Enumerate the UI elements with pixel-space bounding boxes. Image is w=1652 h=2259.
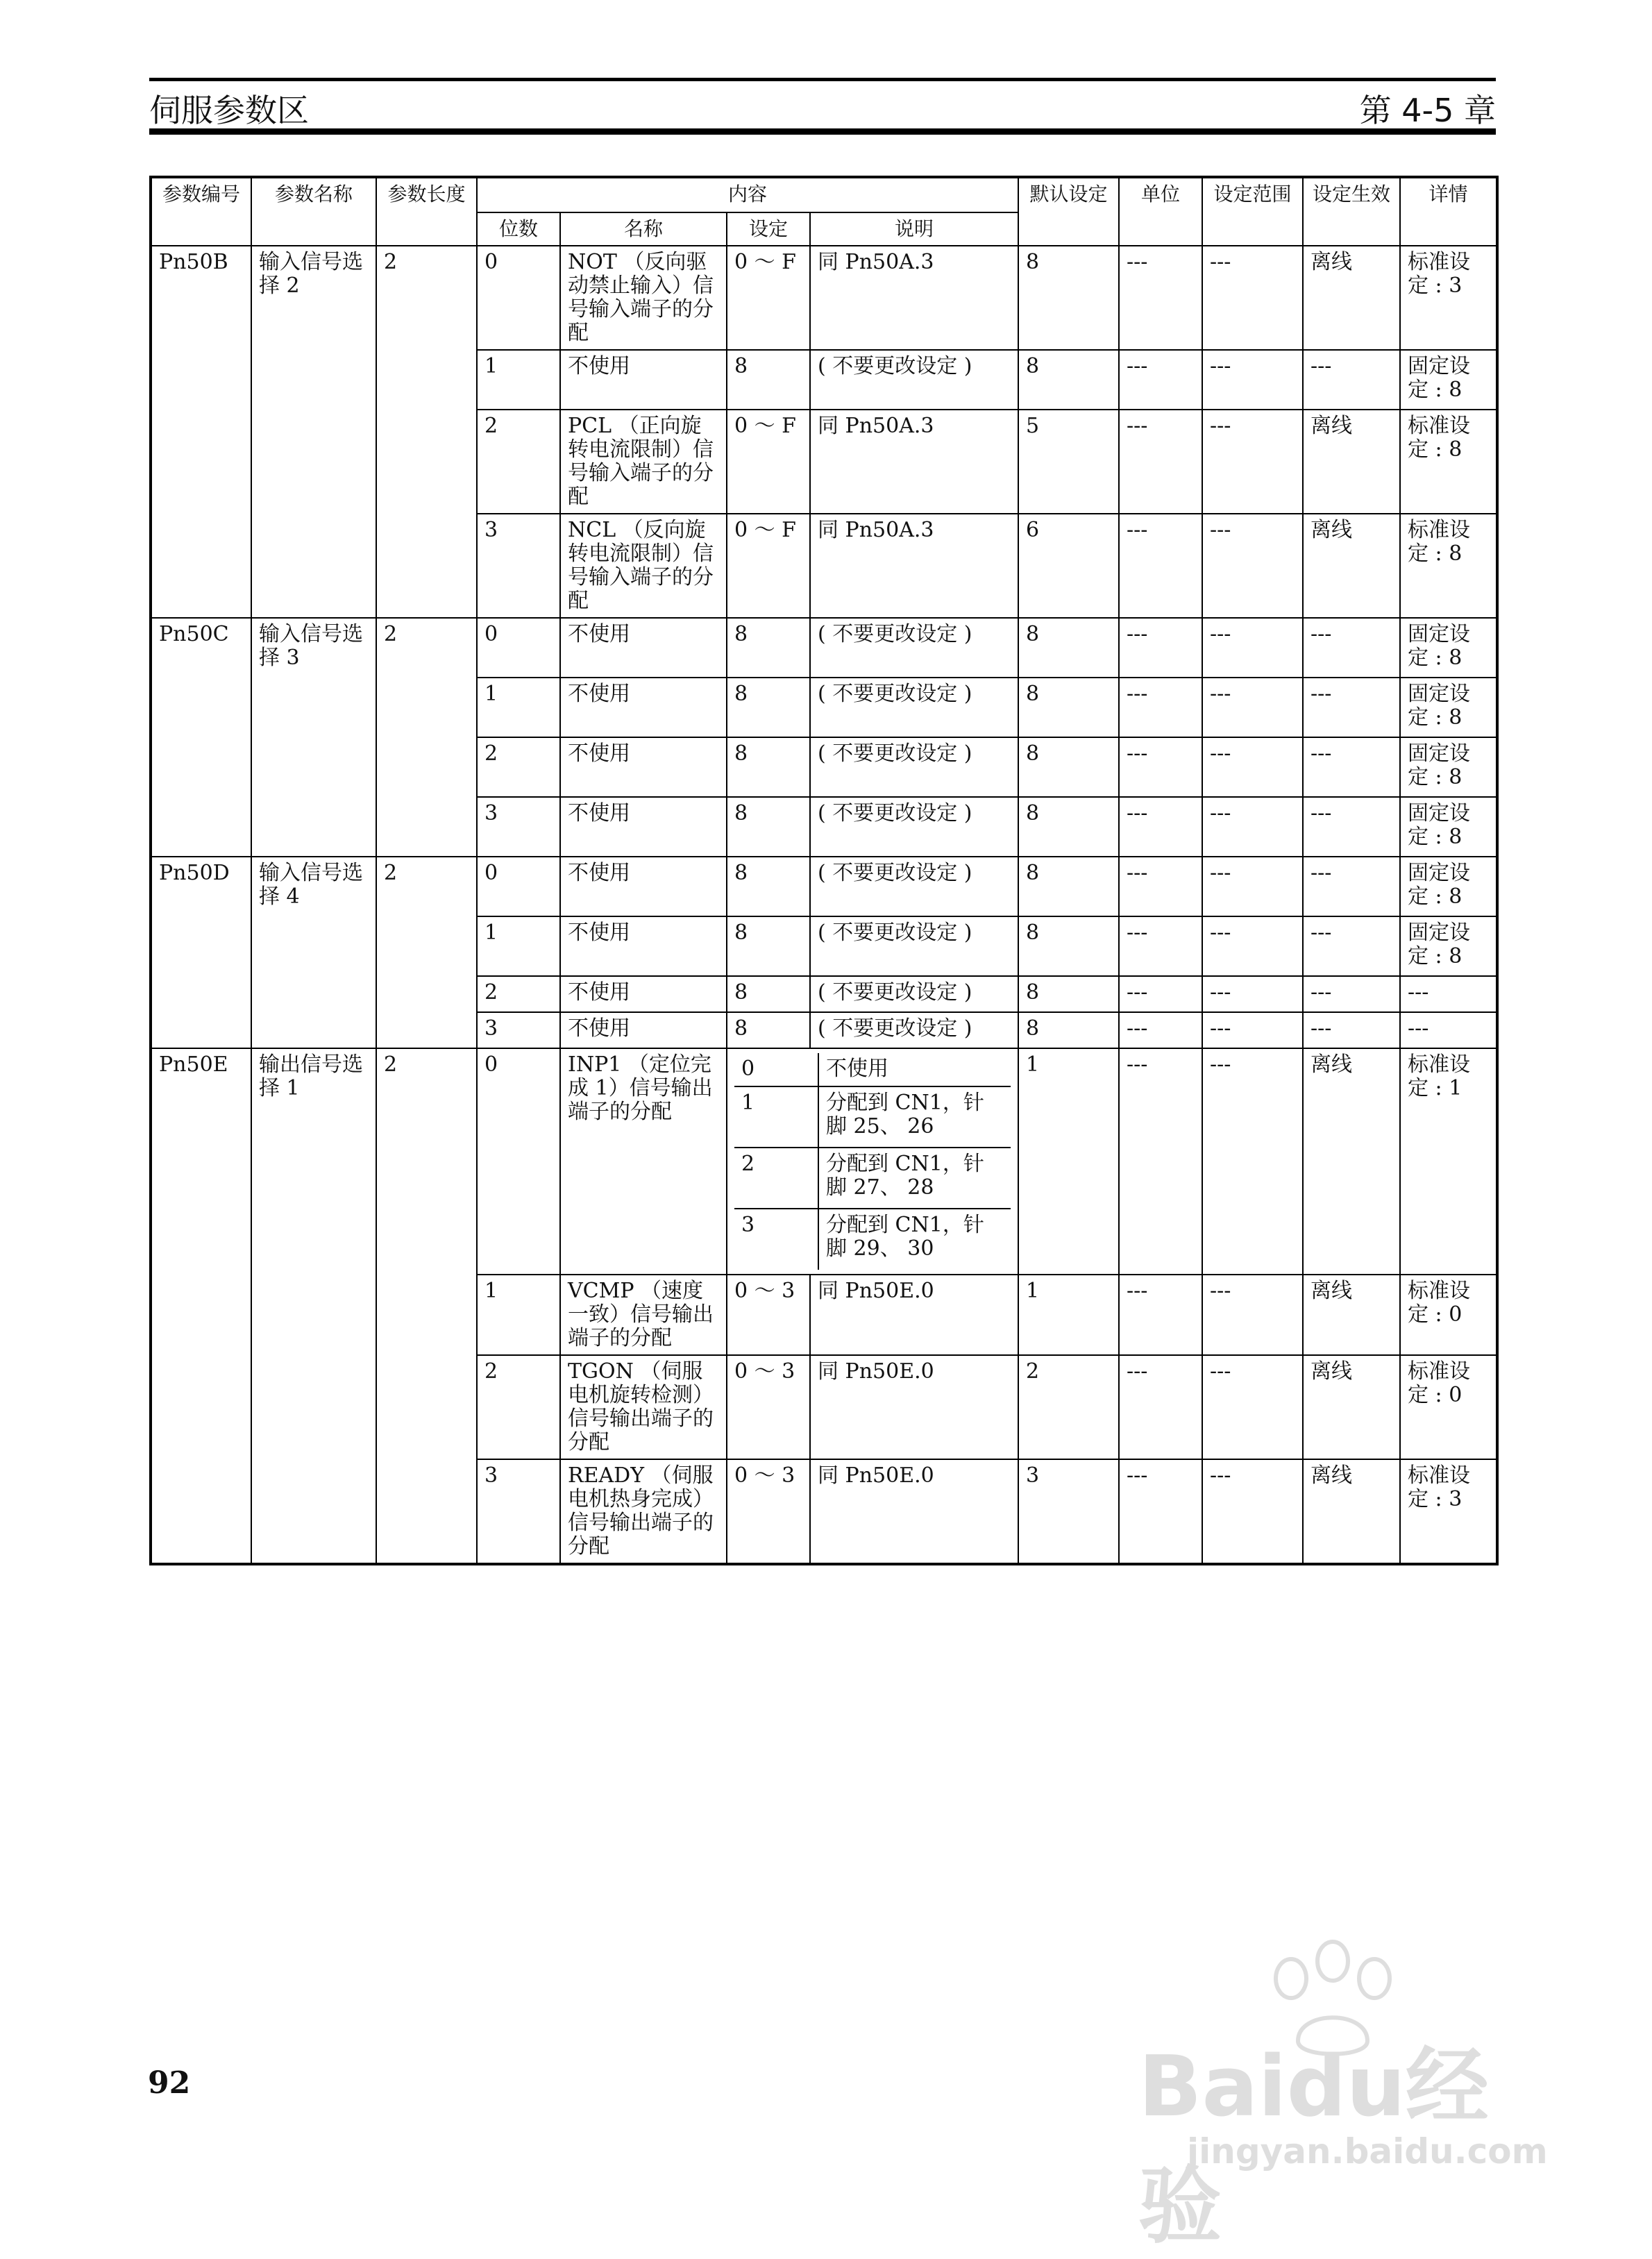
unit-cell: ---: [1119, 916, 1202, 976]
bit-cell: 1: [477, 350, 560, 410]
param-no: Pn50E: [151, 1048, 251, 1564]
option-value: 0: [734, 1053, 818, 1086]
bit-cell: 3: [477, 1012, 560, 1048]
name-cell: 不使用: [560, 797, 727, 857]
col-param-name: 参数名称: [251, 177, 376, 246]
default-cell: 8: [1018, 350, 1119, 410]
details-cell: 固定设定 : 8: [1400, 678, 1497, 737]
param-len: 2: [376, 857, 477, 1048]
default-cell: 5: [1018, 410, 1119, 514]
default-cell: 8: [1018, 678, 1119, 737]
name-cell: NCL （反向旋转电流限制）信号输入端子的分配: [560, 514, 727, 618]
desc-cell: 同 Pn50E.0: [810, 1275, 1018, 1355]
param-len: 2: [376, 618, 477, 857]
effect-cell: ---: [1303, 737, 1400, 797]
range-cell: ---: [1202, 797, 1303, 857]
range-cell: ---: [1202, 678, 1303, 737]
name-cell: 不使用: [560, 737, 727, 797]
bit-cell: 2: [477, 737, 560, 797]
unit-cell: ---: [1119, 1355, 1202, 1459]
option-desc: 分配到 CN1，针脚 27、 28: [818, 1148, 1011, 1209]
bit-cell: 2: [477, 410, 560, 514]
watermark-brand: Baidu经验: [1138, 2039, 1489, 2255]
range-cell: ---: [1202, 1048, 1303, 1275]
param-len: 2: [376, 1048, 477, 1564]
details-cell: 固定设定 : 8: [1400, 350, 1497, 410]
setting-cell: 0 ～ F: [727, 410, 810, 514]
option-desc: 分配到 CN1，针脚 29、 30: [826, 1213, 984, 1261]
unit-cell: ---: [1119, 1459, 1202, 1564]
option-row: [734, 1148, 1011, 1209]
unit-cell: ---: [1119, 857, 1202, 916]
details-cell: ---: [1400, 1012, 1497, 1048]
name-cell: 不使用: [560, 618, 727, 678]
table-row: [151, 246, 1497, 350]
col-unit: 单位: [1119, 177, 1202, 246]
col-bit: 位数: [477, 212, 560, 246]
effect-cell: 离线: [1303, 1048, 1400, 1275]
desc-cell: ( 不要更改设定 ): [810, 976, 1018, 1012]
setting-cell: 8: [727, 678, 810, 737]
unit-cell: ---: [1119, 1048, 1202, 1275]
desc-cell: ( 不要更改设定 ): [810, 857, 1018, 916]
bit-cell: 3: [477, 797, 560, 857]
effect-cell: ---: [1303, 916, 1400, 976]
effect-cell: 离线: [1303, 1459, 1400, 1564]
bit-cell: 1: [477, 916, 560, 976]
option-row: [734, 1086, 1011, 1148]
setting-cell: 8: [727, 1012, 810, 1048]
desc-cell: ( 不要更改设定 ): [810, 350, 1018, 410]
chapter-label: 第 4-5 章: [1359, 92, 1496, 129]
setting-cell: 8: [727, 350, 810, 410]
details-cell: ---: [1400, 976, 1497, 1012]
unit-cell: ---: [1119, 976, 1202, 1012]
setting-cell: 8: [727, 737, 810, 797]
param-no: Pn50C: [151, 618, 251, 857]
unit-cell: ---: [1119, 246, 1202, 350]
effect-cell: ---: [1303, 350, 1400, 410]
default-cell: 3: [1018, 1459, 1119, 1564]
name-cell: TGON （伺服电机旋转检测）信号输出端子的分配: [560, 1355, 727, 1459]
details-cell: 标准设定 : 1: [1400, 1048, 1497, 1275]
param-name: 输入信号选择 2: [251, 246, 376, 618]
desc-cell: 同 Pn50E.0: [810, 1459, 1018, 1564]
page-number: 92: [148, 2065, 191, 2101]
col-desc: 说明: [810, 212, 1018, 246]
desc-cell: ( 不要更改设定 ): [810, 797, 1018, 857]
col-content: 内容: [477, 177, 1018, 212]
watermark: [1118, 1937, 1555, 2255]
table-row: [151, 857, 1497, 916]
details-cell: 固定设定 : 8: [1400, 737, 1497, 797]
effect-cell: ---: [1303, 1012, 1400, 1048]
setting-cell: 8: [727, 857, 810, 916]
col-name: 名称: [560, 212, 727, 246]
range-cell: ---: [1202, 976, 1303, 1012]
bit-cell: 2: [477, 1355, 560, 1459]
range-cell: ---: [1202, 246, 1303, 350]
name-cell: VCMP （速度一致）信号输出端子的分配: [560, 1275, 727, 1355]
unit-cell: ---: [1119, 1012, 1202, 1048]
range-cell: ---: [1202, 1459, 1303, 1564]
option-row: [734, 1053, 1011, 1086]
details-cell: 固定设定 : 8: [1400, 618, 1497, 678]
details-cell: 标准设定 : 8: [1400, 410, 1497, 514]
param-no: Pn50D: [151, 857, 251, 1048]
param-name: 输入信号选择 3: [251, 618, 376, 857]
unit-cell: ---: [1119, 514, 1202, 618]
col-effect: 设定生效: [1303, 177, 1400, 246]
desc-cell: 同 Pn50A.3: [810, 246, 1018, 350]
effect-cell: ---: [1303, 797, 1400, 857]
effect-cell: 离线: [1303, 410, 1400, 514]
col-setting: 设定: [727, 212, 810, 246]
desc-cell: ( 不要更改设定 ): [810, 737, 1018, 797]
option-value: 3: [734, 1209, 818, 1270]
range-cell: ---: [1202, 737, 1303, 797]
unit-cell: ---: [1119, 350, 1202, 410]
unit-cell: ---: [1119, 410, 1202, 514]
name-cell: READY （伺服电机热身完成）信号输出端子的分配: [560, 1459, 727, 1564]
option-value: 2: [734, 1148, 818, 1209]
desc-cell: ( 不要更改设定 ): [810, 916, 1018, 976]
desc-cell: 同 Pn50A.3: [810, 514, 1018, 618]
bit-cell: 0: [477, 857, 560, 916]
unit-cell: ---: [1119, 737, 1202, 797]
default-cell: 8: [1018, 797, 1119, 857]
bit-cell: 3: [477, 514, 560, 618]
unit-cell: ---: [1119, 797, 1202, 857]
col-param-len: 参数长度: [376, 177, 477, 246]
desc-cell: ( 不要更改设定 ): [810, 618, 1018, 678]
watermark-url: jingyan.baidu.com: [1187, 2131, 1548, 2172]
setting-options: [727, 1048, 1018, 1275]
effect-cell: 离线: [1303, 1355, 1400, 1459]
setting-cell: 8: [727, 618, 810, 678]
setting-cell: 8: [727, 916, 810, 976]
col-default: 默认设定: [1018, 177, 1119, 246]
name-cell: INP1 （定位完成 1）信号输出端子的分配: [560, 1048, 727, 1275]
name-cell: 不使用: [560, 916, 727, 976]
range-cell: ---: [1202, 350, 1303, 410]
table-row: [151, 1048, 1497, 1275]
default-cell: 2: [1018, 1355, 1119, 1459]
param-name: 输出信号选择 1: [251, 1048, 376, 1564]
col-details: 详情: [1400, 177, 1497, 246]
name-cell: PCL （正向旋转电流限制）信号输入端子的分配: [560, 410, 727, 514]
details-cell: 标准设定 : 8: [1400, 514, 1497, 618]
bit-cell: 2: [477, 976, 560, 1012]
details-cell: 固定设定 : 8: [1400, 797, 1497, 857]
option-value: 1: [734, 1086, 818, 1148]
unit-cell: ---: [1119, 618, 1202, 678]
bit-cell: 3: [477, 1459, 560, 1564]
details-cell: 固定设定 : 8: [1400, 916, 1497, 976]
bit-cell: 1: [477, 678, 560, 737]
effect-cell: ---: [1303, 678, 1400, 737]
setting-cell: 0 ～ 3: [727, 1275, 810, 1355]
desc-cell: 同 Pn50A.3: [810, 410, 1018, 514]
table-row: [151, 618, 1497, 678]
col-param-no: 参数编号: [151, 177, 251, 246]
default-cell: 8: [1018, 1012, 1119, 1048]
default-cell: 8: [1018, 976, 1119, 1012]
effect-cell: 离线: [1303, 1275, 1400, 1355]
range-cell: ---: [1202, 410, 1303, 514]
default-cell: 8: [1018, 916, 1119, 976]
unit-cell: ---: [1119, 1275, 1202, 1355]
param-name: 输入信号选择 4: [251, 857, 376, 1048]
default-cell: 8: [1018, 618, 1119, 678]
setting-cell: 0 ～ 3: [727, 1355, 810, 1459]
effect-cell: 离线: [1303, 246, 1400, 350]
details-cell: 标准设定 : 3: [1400, 246, 1497, 350]
default-cell: 8: [1018, 737, 1119, 797]
desc-cell: ( 不要更改设定 ): [810, 678, 1018, 737]
default-cell: 6: [1018, 514, 1119, 618]
bit-cell: 0: [477, 1048, 560, 1275]
section-title: 伺服参数区: [149, 92, 309, 129]
page-header: [149, 78, 1496, 135]
desc-cell: ( 不要更改设定 ): [810, 1012, 1018, 1048]
range-cell: ---: [1202, 857, 1303, 916]
range-cell: ---: [1202, 1355, 1303, 1459]
details-cell: 固定设定 : 8: [1400, 857, 1497, 916]
effect-cell: ---: [1303, 976, 1400, 1012]
setting-options-table: [734, 1053, 1011, 1270]
name-cell: 不使用: [560, 976, 727, 1012]
bit-cell: 1: [477, 1275, 560, 1355]
col-range: 设定范围: [1202, 177, 1303, 246]
parameter-table: [149, 176, 1499, 1565]
default-cell: 1: [1018, 1275, 1119, 1355]
name-cell: 不使用: [560, 350, 727, 410]
name-cell: 不使用: [560, 857, 727, 916]
details-cell: 标准设定 : 3: [1400, 1459, 1497, 1564]
bit-cell: 0: [477, 618, 560, 678]
setting-cell: 8: [727, 976, 810, 1012]
default-cell: 8: [1018, 246, 1119, 350]
default-cell: 8: [1018, 857, 1119, 916]
effect-cell: ---: [1303, 857, 1400, 916]
setting-cell: 0 ～ F: [727, 514, 810, 618]
range-cell: ---: [1202, 916, 1303, 976]
details-cell: 标准设定 : 0: [1400, 1275, 1497, 1355]
effect-cell: ---: [1303, 618, 1400, 678]
bit-cell: 0: [477, 246, 560, 350]
range-cell: ---: [1202, 1275, 1303, 1355]
option-desc: 分配到 CN1，针脚 25、 26: [818, 1086, 1011, 1148]
name-cell: 不使用: [560, 678, 727, 737]
name-cell: NOT （反向驱动禁止输入）信号输入端子的分配: [560, 246, 727, 350]
param-len: 2: [376, 246, 477, 618]
range-cell: ---: [1202, 618, 1303, 678]
desc-cell: 同 Pn50E.0: [810, 1355, 1018, 1459]
unit-cell: ---: [1119, 678, 1202, 737]
details-cell: 标准设定 : 0: [1400, 1355, 1497, 1459]
option-desc: 不使用: [818, 1053, 1011, 1086]
setting-cell: 0 ～ F: [727, 246, 810, 350]
range-cell: ---: [1202, 1012, 1303, 1048]
setting-cell: 0 ～ 3: [727, 1459, 810, 1564]
param-no: Pn50B: [151, 246, 251, 618]
effect-cell: 离线: [1303, 514, 1400, 618]
name-cell: 不使用: [560, 1012, 727, 1048]
range-cell: ---: [1202, 514, 1303, 618]
option-row: [734, 1209, 1011, 1270]
setting-cell: 8: [727, 797, 810, 857]
default-cell: 1: [1018, 1048, 1119, 1275]
